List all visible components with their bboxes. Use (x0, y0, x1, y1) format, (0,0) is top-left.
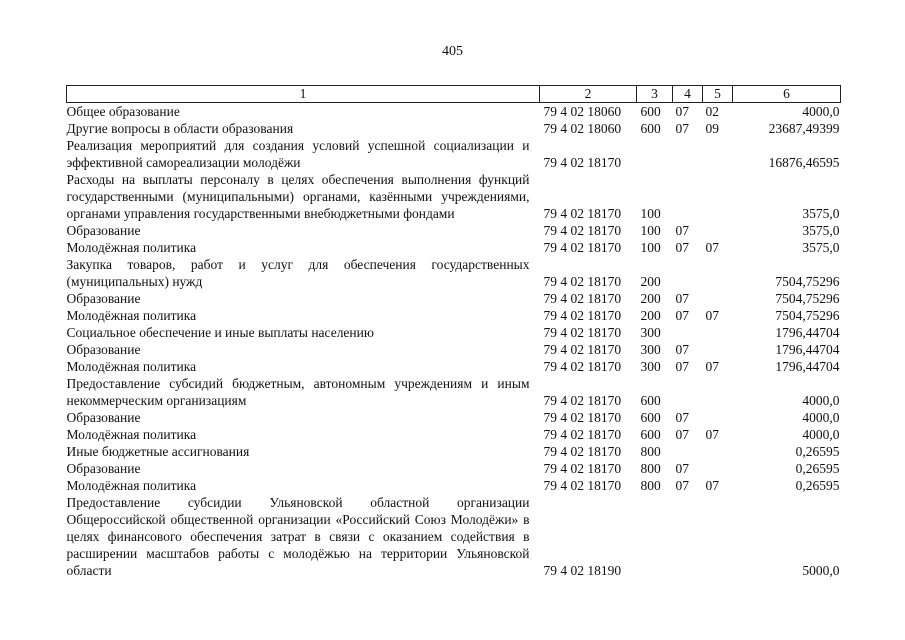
row-col5 (703, 222, 733, 239)
row-name: Образование (66, 461, 141, 476)
row-col3: 100 (640, 206, 661, 221)
table-row (67, 443, 841, 460)
row-col3: 800 (640, 444, 661, 459)
budget-table (66, 85, 841, 579)
row-col4: 07 (675, 291, 689, 306)
row-col4: 07 (675, 223, 689, 238)
row-col5 (703, 494, 733, 579)
row-col4: 07 (675, 104, 689, 119)
row-amount: 1796,44704 (775, 342, 840, 357)
column-header: 3 (637, 86, 673, 103)
table-row (67, 137, 841, 171)
table-row (67, 494, 841, 579)
row-col5: 07 (705, 427, 719, 442)
table-row (67, 103, 841, 121)
row-col3: 200 (640, 308, 661, 323)
table-row (67, 307, 841, 324)
row-col5: 02 (705, 104, 719, 119)
row-code: 79 4 02 18170 (543, 206, 622, 221)
row-col5 (703, 460, 733, 477)
row-name: Образование (66, 291, 141, 306)
row-col5 (703, 341, 733, 358)
table-row (67, 290, 841, 307)
row-code: 79 4 02 18170 (543, 427, 622, 442)
row-name: Предоставление субсидий бюджетным, автономным учреждениям и иным некоммерческим организациям (66, 376, 530, 408)
row-code: 79 4 02 18060 (543, 121, 622, 136)
table-row (67, 409, 841, 426)
table-row (67, 120, 841, 137)
row-name: Закупка товаров, работ и услуг для обеспечения государственных (муниципальных) нужд (66, 257, 530, 289)
row-col4 (673, 443, 703, 460)
row-amount: 0,26595 (795, 444, 840, 459)
table-row (67, 375, 841, 409)
row-code: 79 4 02 18170 (543, 223, 622, 238)
row-amount: 3575,0 (802, 240, 840, 255)
row-col4 (673, 324, 703, 341)
row-name: Иные бюджетные ассигнования (66, 444, 250, 459)
row-code: 79 4 02 18170 (543, 308, 622, 323)
row-amount: 5000,0 (802, 563, 840, 578)
row-col5: 07 (705, 478, 719, 493)
row-code: 79 4 02 18170 (543, 155, 622, 170)
row-name: Образование (66, 410, 141, 425)
row-amount: 1796,44704 (775, 325, 840, 340)
row-name: Реализация мероприятий для создания условий успешной социализации и эффективной самореализации молодёжи (66, 138, 530, 170)
row-name: Другие вопросы в области образования (66, 121, 294, 136)
row-col3: 300 (640, 325, 661, 340)
row-col4: 07 (675, 478, 689, 493)
row-col3: 800 (640, 461, 661, 476)
row-col5 (703, 409, 733, 426)
column-header: 6 (733, 86, 841, 103)
row-name: Образование (66, 223, 141, 238)
row-amount: 3575,0 (802, 223, 840, 238)
row-amount: 4000,0 (802, 104, 840, 119)
row-col5: 09 (705, 121, 719, 136)
row-name: Предоставление субсидии Ульяновской областной организации Общероссийской общественной организации «Российский Союз Молодёжи» в целях финансового обеспечения затрат в связи с оказанием содействия в расширении масштабов работы с молодёжью на территории Ульяновской области (66, 495, 530, 578)
row-col3: 800 (640, 478, 661, 493)
row-col3: 300 (640, 342, 661, 357)
row-col5 (703, 443, 733, 460)
table-row (67, 222, 841, 239)
row-amount: 7504,75296 (775, 291, 840, 306)
row-amount: 4000,0 (802, 393, 840, 408)
column-header: 5 (703, 86, 733, 103)
row-name: Молодёжная политика (66, 359, 197, 374)
row-code: 79 4 02 18190 (543, 563, 622, 578)
table-row (67, 460, 841, 477)
row-col4: 07 (675, 240, 689, 255)
column-header: 4 (673, 86, 703, 103)
row-amount: 23687,49399 (768, 121, 840, 136)
row-col3 (637, 494, 673, 579)
row-name: Молодёжная политика (66, 427, 197, 442)
row-col3: 600 (640, 393, 661, 408)
row-code: 79 4 02 18170 (543, 274, 622, 289)
row-amount: 4000,0 (802, 410, 840, 425)
table-header-row (67, 86, 841, 103)
row-col5 (703, 171, 733, 222)
row-col4 (673, 171, 703, 222)
row-col4: 07 (675, 121, 689, 136)
row-amount: 7504,75296 (775, 308, 840, 323)
row-amount: 3575,0 (802, 206, 840, 221)
row-col5: 07 (705, 308, 719, 323)
table-row (67, 256, 841, 290)
row-amount: 0,26595 (795, 461, 840, 476)
row-col5: 07 (705, 359, 719, 374)
row-col5 (703, 256, 733, 290)
row-col4 (673, 137, 703, 171)
row-code: 79 4 02 18170 (543, 393, 622, 408)
row-col5 (703, 324, 733, 341)
row-col4: 07 (675, 461, 689, 476)
row-col5 (703, 375, 733, 409)
row-code: 79 4 02 18170 (543, 359, 622, 374)
row-col4: 07 (675, 342, 689, 357)
row-col3: 200 (640, 274, 661, 289)
column-header: 2 (540, 86, 637, 103)
row-code: 79 4 02 18170 (543, 240, 622, 255)
row-name: Общее образование (66, 104, 180, 119)
row-col3: 600 (640, 104, 661, 119)
row-code: 79 4 02 18170 (543, 291, 622, 306)
table-row (67, 171, 841, 222)
row-code: 79 4 02 18170 (543, 461, 622, 476)
row-col5 (703, 290, 733, 307)
row-code: 79 4 02 18060 (543, 104, 622, 119)
row-name: Молодёжная политика (66, 240, 197, 255)
row-col3: 100 (640, 240, 661, 255)
row-col3: 600 (640, 410, 661, 425)
row-code: 79 4 02 18170 (543, 444, 622, 459)
row-code: 79 4 02 18170 (543, 478, 622, 493)
table-row (67, 341, 841, 358)
row-col4: 07 (675, 308, 689, 323)
row-name: Молодёжная политика (66, 308, 197, 323)
table-row (67, 324, 841, 341)
row-col3 (637, 137, 673, 171)
table-row (67, 426, 841, 443)
row-col4: 07 (675, 427, 689, 442)
row-name: Образование (66, 342, 141, 357)
row-col5: 07 (705, 240, 719, 255)
row-col3: 600 (640, 427, 661, 442)
row-col3: 100 (640, 223, 661, 238)
row-col3: 300 (640, 359, 661, 374)
row-col4 (673, 256, 703, 290)
row-amount: 7504,75296 (775, 274, 840, 289)
row-code: 79 4 02 18170 (543, 342, 622, 357)
row-name: Расходы на выплаты персоналу в целях обеспечения выполнения функций государственными (муниципальными) органами, казёнными учреждениями, органами управления государственными внебюджетными фондами (66, 172, 530, 221)
row-name: Социальное обеспечение и иные выплаты населению (66, 325, 374, 340)
row-amount: 1796,44704 (775, 359, 840, 374)
row-name: Молодёжная политика (66, 478, 197, 493)
row-col5 (703, 137, 733, 171)
row-col4 (673, 375, 703, 409)
table-row (67, 358, 841, 375)
row-amount: 0,26595 (795, 478, 840, 493)
row-code: 79 4 02 18170 (543, 325, 622, 340)
row-col3: 200 (640, 291, 661, 306)
row-col4: 07 (675, 359, 689, 374)
row-col3: 600 (640, 121, 661, 136)
table-row (67, 477, 841, 494)
row-col4 (673, 494, 703, 579)
row-amount: 16876,46595 (768, 155, 840, 170)
page-number: 405 (442, 44, 463, 59)
row-amount: 4000,0 (802, 427, 840, 442)
row-code: 79 4 02 18170 (543, 410, 622, 425)
row-col4: 07 (675, 410, 689, 425)
table-row (67, 239, 841, 256)
column-header: 1 (67, 86, 540, 103)
